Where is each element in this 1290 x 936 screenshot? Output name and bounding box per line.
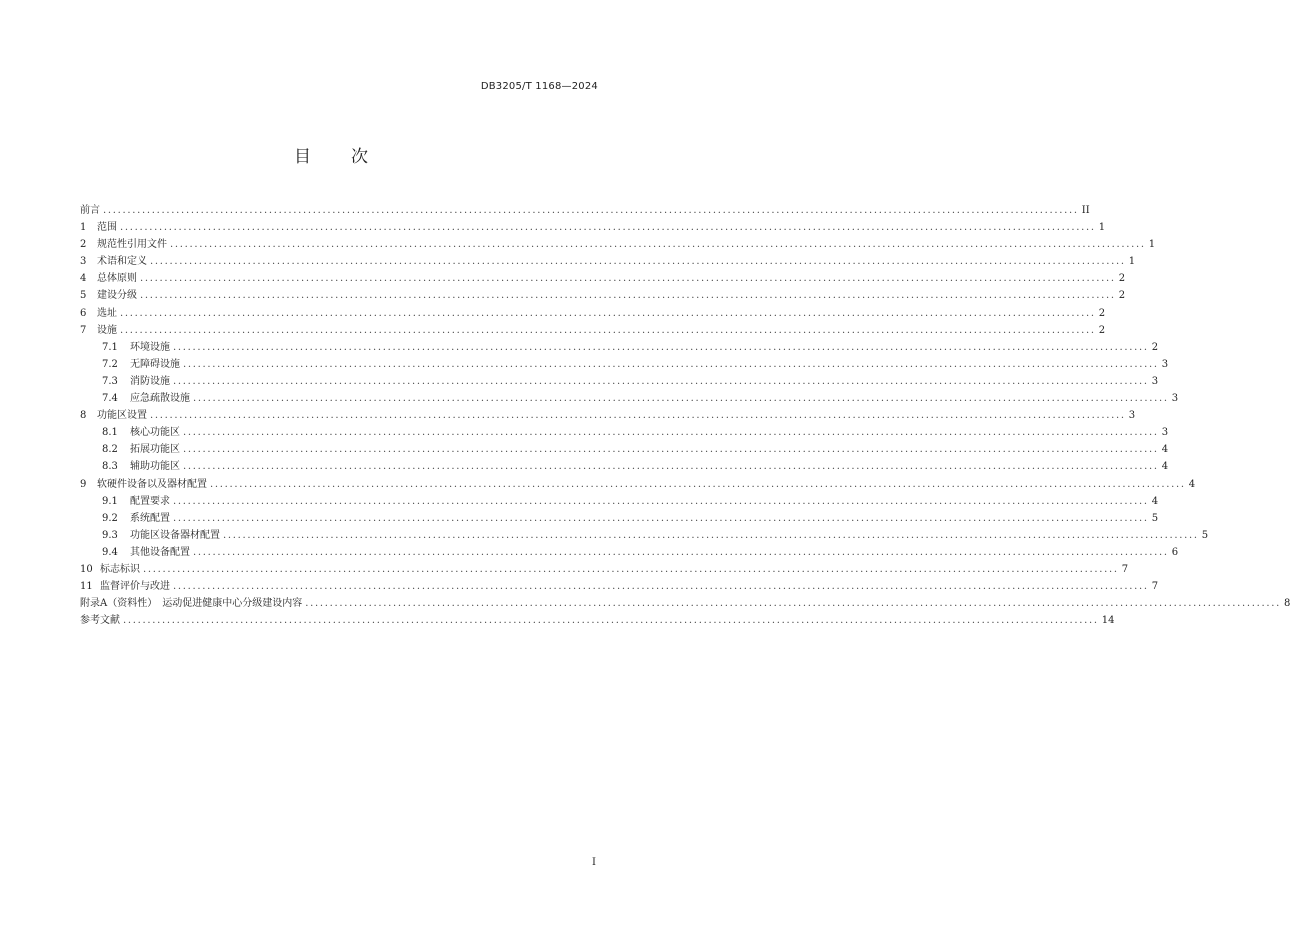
- toc-dot-leader: ........................................................................................................................................................................................................: [120, 324, 1096, 336]
- document-code: DB3205/T 1168—2024: [480, 81, 598, 92]
- toc-subentry[interactable]: [80, 424, 1169, 441]
- toc-subentry[interactable]: [80, 339, 1159, 356]
- toc-entry-title: 软硬件设备以及器材配置: [97, 478, 207, 490]
- toc-entry-title: 选址: [97, 307, 117, 319]
- toc-title: [0, 142, 662, 167]
- toc-dot-leader: ........................................................................................................................................................................................................: [123, 615, 1099, 627]
- toc-entry-page: 6: [1171, 546, 1179, 558]
- toc-entry-page: 3: [1128, 410, 1136, 422]
- toc-dot-leader: ........................................................................................................................................................................................................: [193, 393, 1169, 405]
- toc-dot-leader: ........................................................................................................................................................................................................: [173, 495, 1149, 507]
- toc-subentry[interactable]: [80, 527, 1209, 544]
- toc-entry[interactable]: [80, 219, 1106, 236]
- toc-entry-number: 9.4: [102, 546, 118, 558]
- toc-entry[interactable]: [80, 202, 1090, 219]
- toc-entry-number: 8.1: [102, 427, 118, 439]
- toc-entry-title: 范围: [97, 222, 117, 234]
- toc-entry-title: 附录A（资料性） 运动促进健康中心分级建设内容: [80, 598, 303, 610]
- toc-entry-number: 8: [80, 410, 87, 422]
- toc-entry-title: 无障碍设施: [130, 358, 180, 370]
- toc-entry[interactable]: [80, 253, 1136, 270]
- toc-dot-leader: ........................................................................................................................................................................................................: [183, 461, 1159, 473]
- toc-entry-title: 建设分级: [97, 290, 137, 302]
- toc-entry[interactable]: [80, 270, 1126, 287]
- toc-entry-number: 7.3: [102, 375, 118, 387]
- toc-dot-leader: ........................................................................................................................................................................................................: [173, 341, 1149, 353]
- toc-entry-number: 8.2: [102, 444, 118, 456]
- toc-entry-title: 拓展功能区: [130, 444, 180, 456]
- toc-entry-number: 11: [80, 581, 93, 593]
- toc-entry-number: 6: [80, 307, 87, 319]
- toc-entry-title: 术语和定义: [97, 256, 147, 268]
- toc-dot-leader: ........................................................................................................................................................................................................: [150, 410, 1126, 422]
- toc-entry-page: 4: [1161, 444, 1169, 456]
- toc-dot-leader: ........................................................................................................................................................................................................: [103, 205, 1079, 216]
- toc-entry-page: 5: [1151, 512, 1159, 524]
- toc-dot-leader: ........................................................................................................................................................................................................: [223, 529, 1199, 541]
- toc-entry[interactable]: [80, 578, 1159, 595]
- toc-entry[interactable]: [80, 612, 1115, 629]
- toc-dot-leader: ........................................................................................................................................................................................................: [183, 427, 1159, 439]
- toc-dot-leader: ........................................................................................................................................................................................................: [183, 444, 1159, 456]
- toc-dot-leader: ........................................................................................................................................................................................................: [305, 598, 1281, 610]
- toc-dot-leader: ........................................................................................................................................................................................................: [173, 581, 1149, 593]
- toc-title-right: 次: [351, 147, 368, 167]
- toc-entry-number: 9: [80, 478, 87, 490]
- toc-entry-title: 环境设施: [130, 341, 170, 353]
- toc-dot-leader: ........................................................................................................................................................................................................: [170, 239, 1146, 251]
- toc-entry-page: 4: [1151, 495, 1159, 507]
- toc-entry-page: 2: [1118, 290, 1126, 302]
- toc-dot-leader: ........................................................................................................................................................................................................: [140, 273, 1116, 285]
- toc-entry-title: 标志标识: [100, 563, 140, 575]
- toc-entry-title: 参考文献: [80, 615, 120, 627]
- toc-subentry[interactable]: [80, 510, 1159, 527]
- toc-subentry[interactable]: [80, 544, 1179, 561]
- toc-entry-number: 7: [80, 324, 87, 336]
- toc-entry-title: 核心功能区: [130, 427, 180, 439]
- toc-entry-title: 辅助功能区: [130, 461, 180, 473]
- toc-dot-leader: ........................................................................................................................................................................................................: [183, 358, 1159, 370]
- toc-entry-page: 1: [1128, 256, 1136, 268]
- toc-entry[interactable]: [80, 561, 1129, 578]
- toc-title-left: 目: [294, 147, 311, 167]
- toc-entry-page: 7: [1151, 581, 1159, 593]
- toc-entry-title: 设施: [97, 324, 117, 336]
- toc-entry-page: 4: [1161, 461, 1169, 473]
- toc-dot-leader: ........................................................................................................................................................................................................: [120, 222, 1096, 234]
- toc-entry-page: 1: [1098, 222, 1106, 234]
- toc-entry-number: 3: [80, 256, 87, 268]
- toc-entry-page: II: [1081, 205, 1090, 216]
- toc-entry-number: 10: [80, 563, 93, 575]
- toc-entry-page: 7: [1121, 563, 1129, 575]
- toc-entry-title: 前言: [80, 205, 100, 216]
- toc-dot-leader: ........................................................................................................................................................................................................: [120, 307, 1096, 319]
- toc-entry-number: 9.1: [102, 495, 118, 507]
- toc-subentry[interactable]: [80, 458, 1169, 475]
- toc-list: [80, 202, 1290, 629]
- toc-entry-title: 配置要求: [130, 495, 170, 507]
- toc-subentry[interactable]: [80, 390, 1179, 407]
- toc-entry[interactable]: [80, 287, 1126, 304]
- toc-entry-number: 7.4: [102, 393, 118, 405]
- toc-entry[interactable]: [80, 322, 1106, 339]
- toc-entry-title: 其他设备配置: [130, 546, 190, 558]
- toc-entry-page: 3: [1171, 393, 1179, 405]
- toc-entry-title: 功能区设置: [97, 410, 147, 422]
- toc-subentry[interactable]: [80, 373, 1159, 390]
- toc-entry-page: 5: [1201, 529, 1209, 541]
- toc-entry-page: 1: [1148, 239, 1156, 251]
- toc-subentry[interactable]: [80, 356, 1169, 373]
- toc-entry-number: 1: [80, 222, 87, 234]
- toc-dot-leader: ........................................................................................................................................................................................................: [193, 546, 1169, 558]
- toc-entry[interactable]: [80, 236, 1156, 253]
- toc-entry[interactable]: [80, 305, 1106, 322]
- toc-entry-number: 4: [80, 273, 87, 285]
- toc-entry-title: 监督评价与改进: [100, 581, 170, 593]
- toc-entry-page: 2: [1098, 324, 1106, 336]
- toc-dot-leader: ........................................................................................................................................................................................................: [143, 563, 1119, 575]
- toc-dot-leader: ........................................................................................................................................................................................................: [173, 375, 1149, 387]
- toc-entry-page: 4: [1188, 478, 1196, 490]
- toc-subentry[interactable]: [80, 441, 1169, 458]
- toc-dot-leader: ........................................................................................................................................................................................................: [173, 512, 1149, 524]
- toc-entry-page: 2: [1098, 307, 1106, 319]
- toc-entry[interactable]: [80, 476, 1196, 493]
- toc-entry-number: 7.2: [102, 358, 118, 370]
- toc-dot-leader: ........................................................................................................................................................................................................: [150, 256, 1126, 268]
- toc-entry-page: 3: [1161, 427, 1169, 439]
- toc-entry-title: 总体原则: [97, 273, 137, 285]
- toc-entry-title: 应急疏散设施: [130, 393, 190, 405]
- toc-entry-page: 3: [1151, 375, 1159, 387]
- toc-dot-leader: ........................................................................................................................................................................................................: [140, 290, 1116, 302]
- toc-entry-number: 5: [80, 290, 87, 302]
- page-number: I: [592, 857, 596, 868]
- toc-entry-number: 9.2: [102, 512, 118, 524]
- toc-entry-number: 9.3: [102, 529, 118, 541]
- toc-entry-title: 系统配置: [130, 512, 170, 524]
- toc-entry-page: 14: [1101, 615, 1115, 627]
- toc-entry-title: 规范性引用文件: [97, 239, 167, 251]
- toc-entry[interactable]: [80, 407, 1136, 424]
- toc-entry-page: 3: [1161, 358, 1169, 370]
- toc-entry-title: 功能区设备器材配置: [130, 529, 220, 541]
- toc-entry-page: 2: [1118, 273, 1126, 285]
- toc-entry-title: 消防设施: [130, 375, 170, 387]
- toc-entry-number: 7.1: [102, 341, 118, 353]
- toc-entry-page: 8: [1283, 598, 1290, 610]
- toc-subentry[interactable]: [80, 493, 1159, 510]
- toc-entry[interactable]: [80, 595, 1290, 612]
- toc-entry-number: 2: [80, 239, 87, 251]
- toc-entry-number: 8.3: [102, 461, 118, 473]
- toc-entry-page: 2: [1151, 341, 1159, 353]
- toc-dot-leader: ........................................................................................................................................................................................................: [210, 478, 1186, 490]
